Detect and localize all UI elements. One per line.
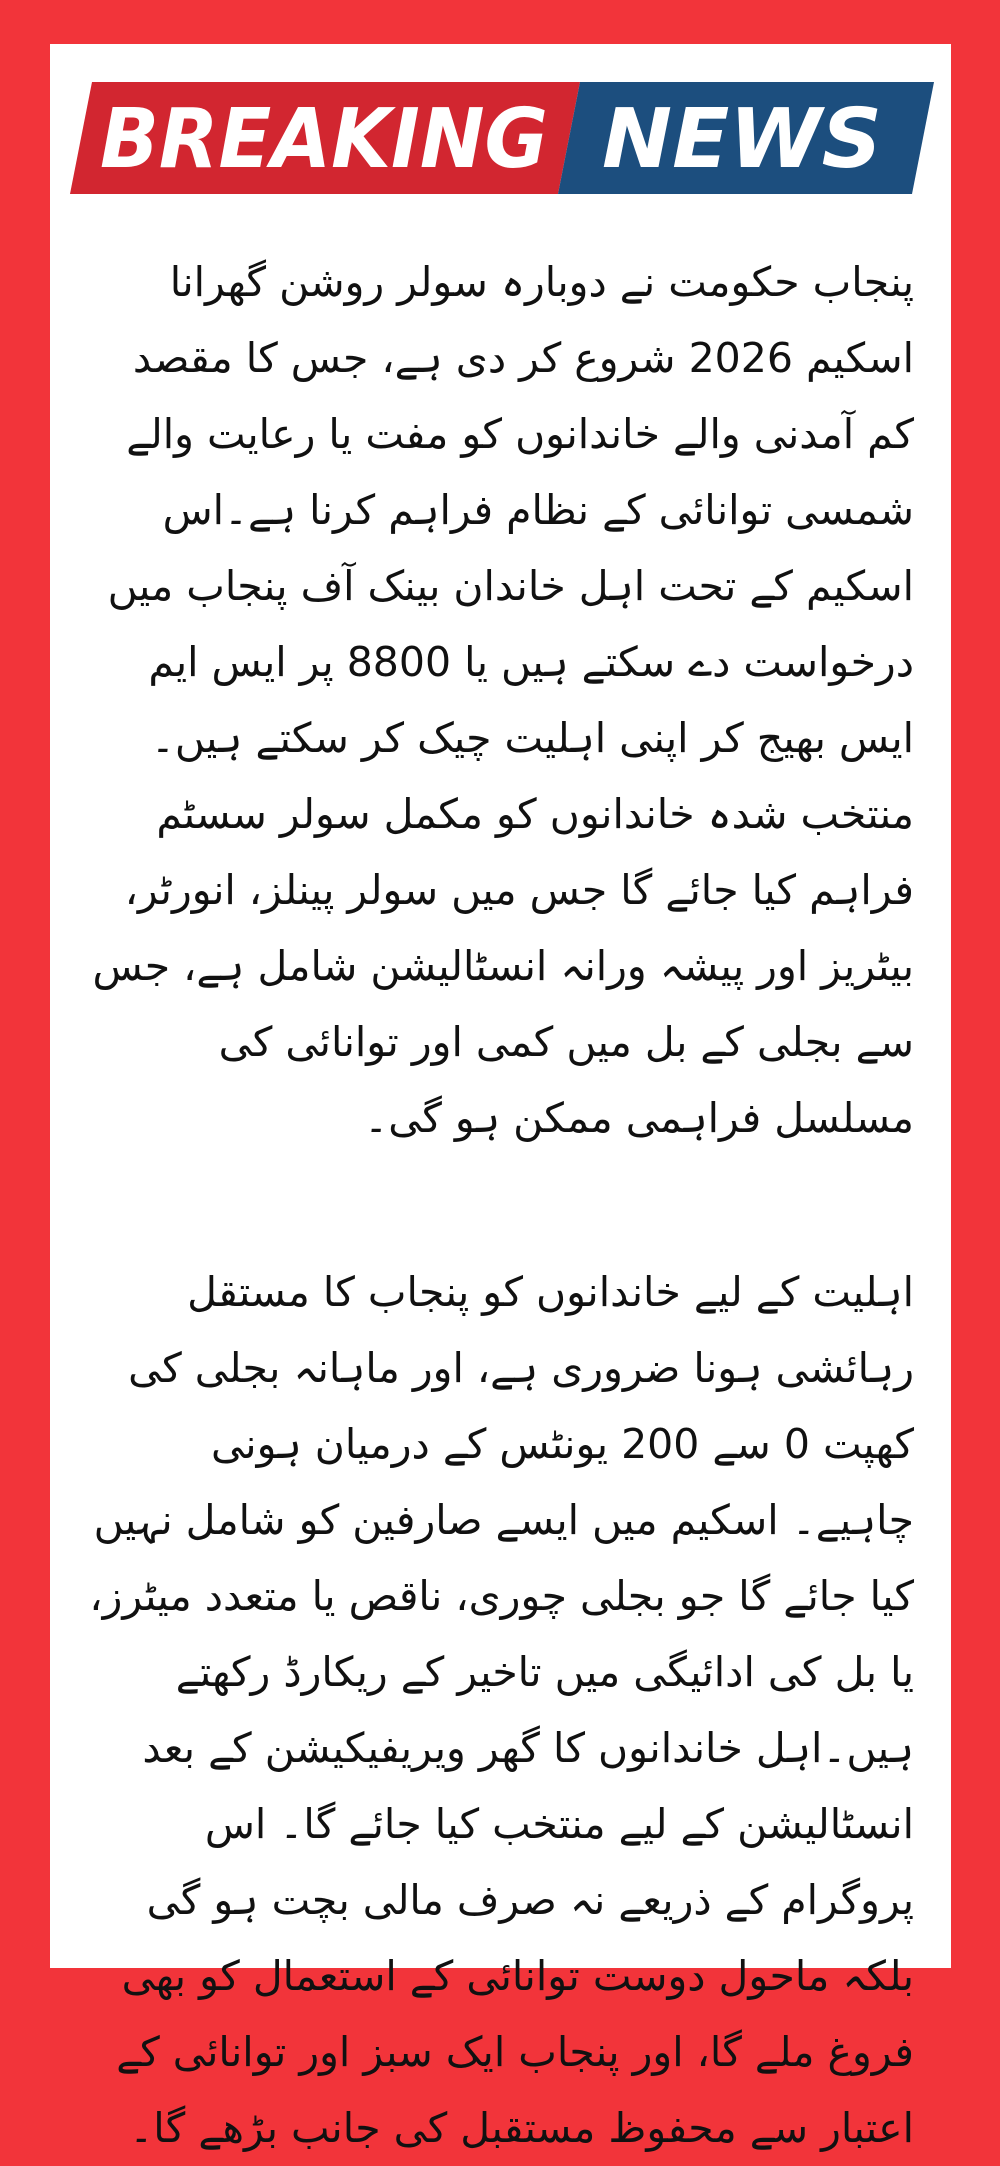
- article-paragraph-1: پنجاب حکومت نے دوبارہ سولر روشن گھرانا اسکیم 2026 شروع کر دی ہے، جس کا مقصد کم آمدنی والے خاندانوں کو مفت یا رعایت والے شمسی توانائی کے نظام فراہم کرنا ہے۔اس اسکیم کے تحت اہل خاندان بینک آف پنجاب میں درخواست دے سکتے ہیں یا 8800 پر ایس ایم ایس بھیج کر اپنی اہلیت چیک کر سکتے ہیں۔ منتخب شدہ خاندانوں کو مکمل سولر سسٹم فراہم کیا جائے گا جس میں سولر پینلز، انورٹر، بیٹریز اور پیشہ ورانہ انسٹالیشن شامل ہے، جس سے بجلی کے بل میں کمی اور توانائی کی مسلسل فراہمی ممکن ہو گی۔: [92, 258, 914, 1142]
- breaking-news-banner: [70, 82, 934, 194]
- article-paragraph-2: اہلیت کے لیے خاندانوں کو پنجاب کا مستقل رہائشی ہونا ضروری ہے، اور ماہانہ بجلی کی کھپت 0 سے 200 یونٹس کے درمیان ہونی چاہیے۔ اسکیم میں ایسے صارفین کو شامل نہیں کیا جائے گا جو بجلی چوری، ناقص یا متعدد میٹرز، یا بل کی ادائیگی میں تاخیر کے ریکارڈ رکھتے ہیں۔اہل خاندانوں کا گھر ویریفیکیشن کے بعد انسٹالیشن کے لیے منتخب کیا جائے گا۔ اس پروگرام کے ذریعے نہ صرف مالی بچت ہو گی بلکہ ماحول دوست توانائی کے استعمال کو بھی فروغ ملے گا، اور پنجاب ایک سبز اور توانائی کے اعتبار سے محفوظ مستقبل کی جانب بڑھے گا۔: [89, 1268, 914, 2152]
- breaking-news-banner-graphic: [70, 82, 934, 194]
- article-card: [50, 44, 951, 2152]
- article-body: [88, 244, 914, 2166]
- news-word: NEWS: [602, 92, 882, 187]
- breaking-word: BREAKING: [100, 92, 548, 187]
